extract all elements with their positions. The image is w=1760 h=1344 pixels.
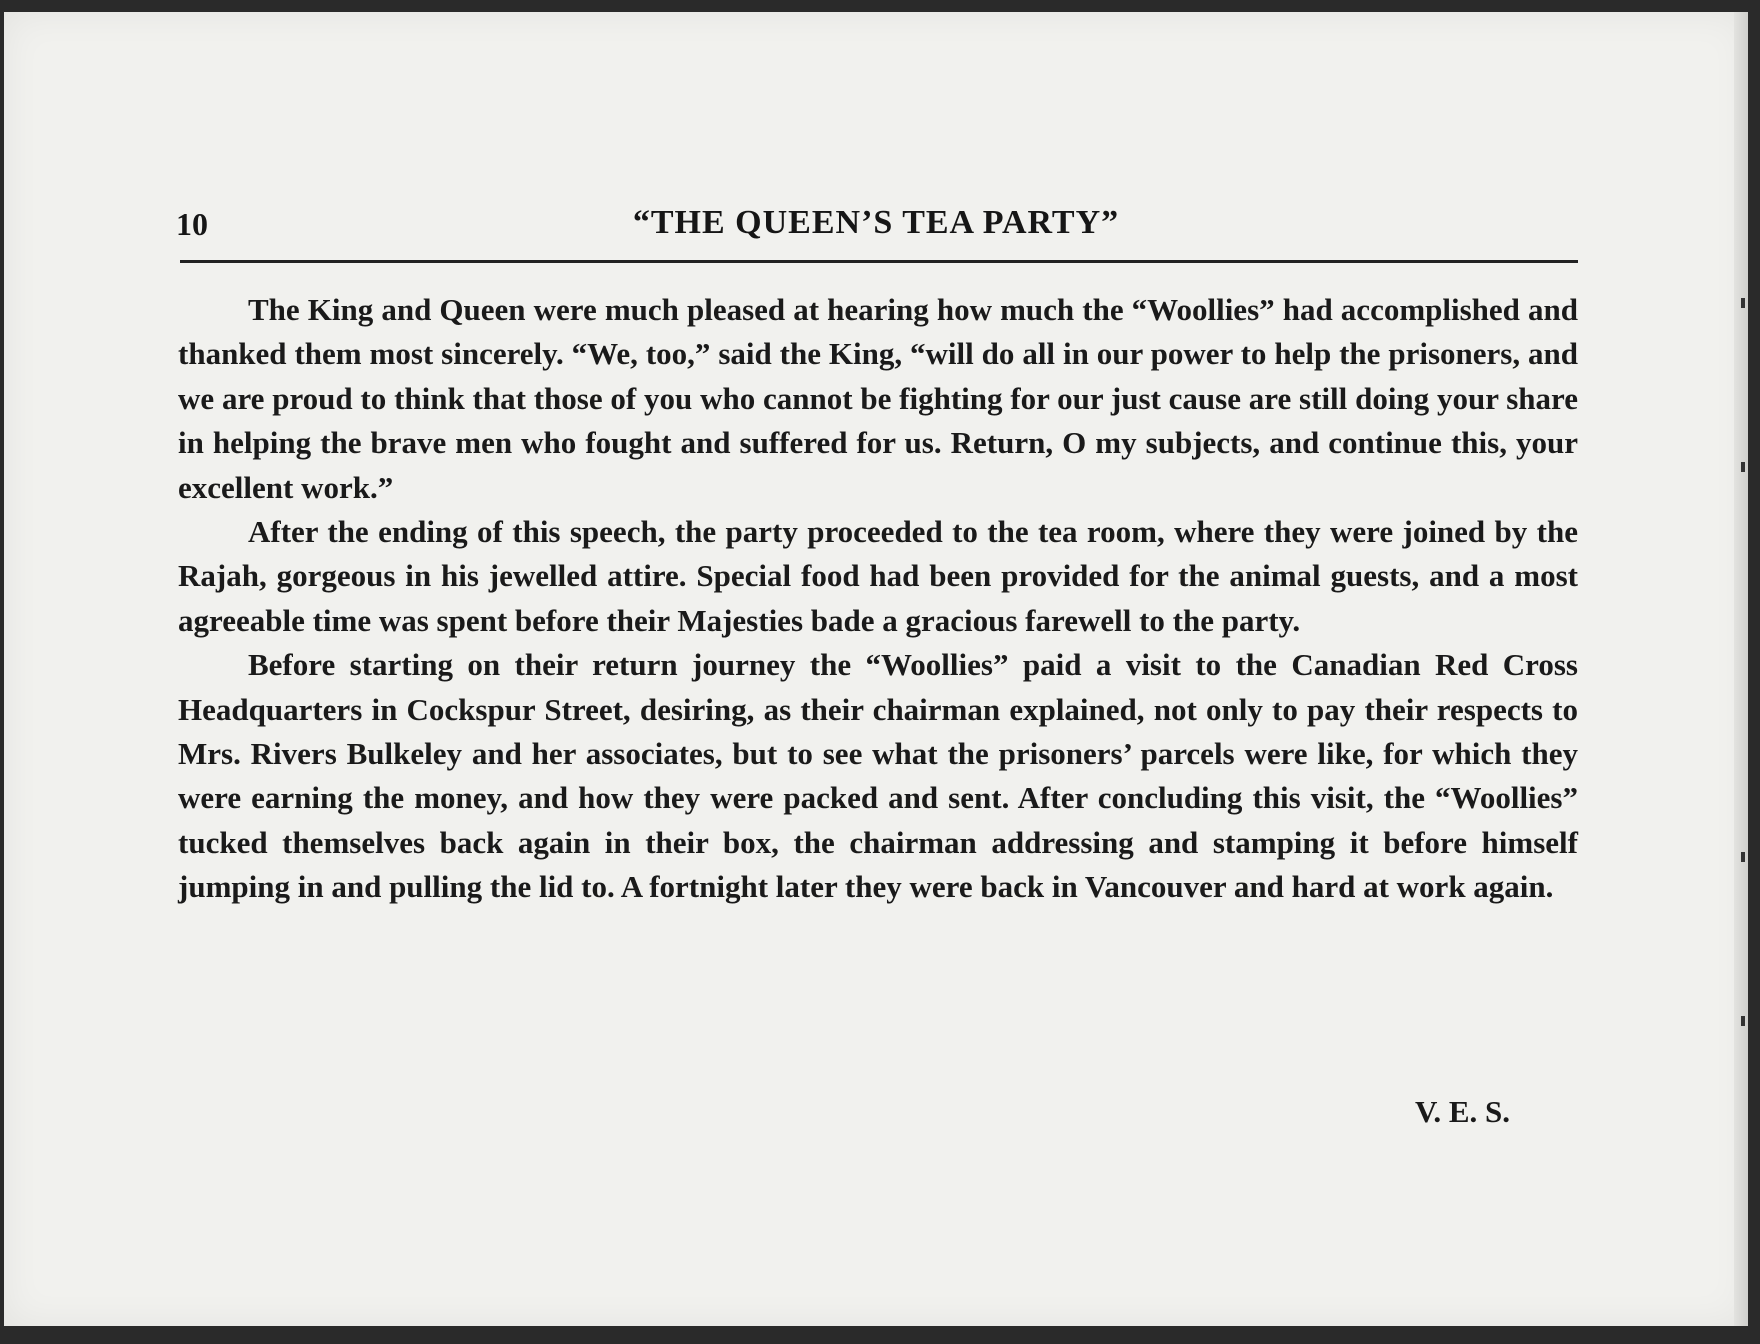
margin-mark <box>1741 298 1745 308</box>
body-text <box>178 288 1578 910</box>
margin-mark <box>1741 462 1745 472</box>
running-title: “THE QUEEN’S TEA PARTY” <box>632 204 1120 241</box>
paragraph: Before starting on their return journey the “Woollies” paid a visit to the Canadian Red Cross Headquarters in Cockspur Street, desiring, as their chairman explained, not only to pay their respects to Mrs. Rivers Bulkeley and her associates, but to see what the prisoners’ parcels were like, for which they were earning the money, and how they were packed and sent. After concluding this visit, the “Woollies” tucked themselves back again in their box, the chairman addressing and stamping it before himself jumping in and pulling the lid to. A fortnight later they were back in Vancouver and hard at work again. <box>178 647 1578 905</box>
margin-mark <box>1741 1016 1745 1026</box>
page-header <box>176 200 1576 256</box>
header-rule <box>180 260 1578 263</box>
page-edge <box>1734 12 1748 1326</box>
margin-mark <box>1741 852 1745 862</box>
signature-initials: V. E. S. <box>1414 1094 1510 1129</box>
page-number: 10 <box>176 206 208 242</box>
paragraph: After the ending of this speech, the party proceeded to the tea room, where they were joined by the Rajah, gorgeous in his jewelled attire. Special food had been provided for the animal guests, and a most agreeable time was spent before their Majesties bade a gracious farewell to the party. <box>178 514 1578 638</box>
paragraph: The King and Queen were much pleased at hearing how much the “Woollies” had accomplished and thanked them most sincerely. “We, too,” said the King, “will do all in our power to help the prisoners, and we are proud to think that those of you who cannot be fighting for our just cause are still doing your share in helping the brave men who fought and suffered for us. Return, O my subjects, and continue this, your excellent work.” <box>178 292 1578 505</box>
